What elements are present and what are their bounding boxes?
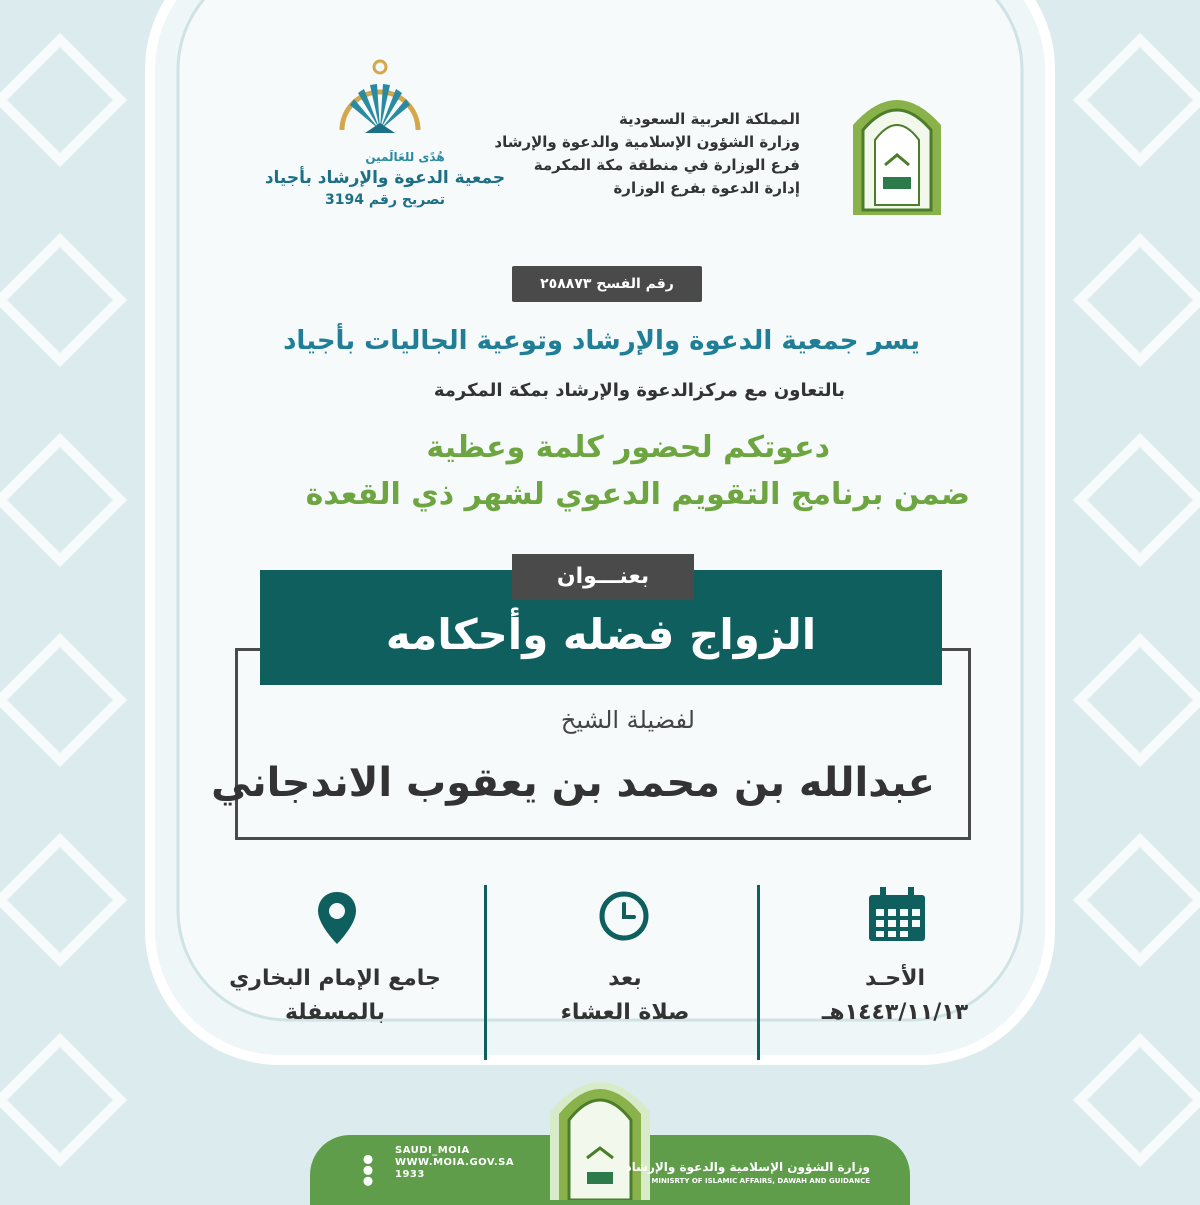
- sheikh-name: عبدالله بن محمد بن يعقوب الاندجاني: [211, 760, 935, 806]
- social-icons: [358, 1152, 378, 1196]
- intro-program: ضمن برنامج التقويم الدعوي لشهر ذي القعدة: [305, 477, 970, 512]
- location-line2: بالمسفلة: [284, 1000, 386, 1025]
- sheikh-label: لفضيلة الشيخ: [560, 706, 695, 734]
- association-logo: [330, 55, 430, 150]
- association-name: جمعية الدعوة والإرشاد بأجياد: [264, 168, 506, 188]
- gov-line-branch: فرع الوزارة في منطقة مكة المكرمة: [533, 156, 800, 174]
- lecture-title-tag: بعنـــوان: [512, 554, 694, 600]
- gov-line-ministry: وزارة الشؤون الإسلامية والدعوة والإرشاد: [494, 133, 800, 151]
- time-info: [500, 962, 750, 1030]
- ministry-logo: [843, 85, 951, 215]
- time-line1: بعد: [608, 966, 642, 991]
- footer-handle: SAUDI_MOIA: [395, 1145, 470, 1156]
- details-separator-right: [757, 885, 760, 1060]
- details-separator-left: [484, 885, 487, 1060]
- association-block: [240, 150, 530, 208]
- government-header: [494, 108, 800, 200]
- footer-ministry-en: MINISRTY OF ISLAMIC AFFAIRS, DAWAH AND GUIDANCE: [651, 1177, 870, 1185]
- intro-cooperation: بالتعاون مع مركزالدعوة والإرشاد بمكة المكرمة: [433, 380, 845, 401]
- gov-line-department: إدارة الدعوة بفرع الوزارة: [613, 179, 800, 197]
- gov-line-country: المملكة العربية السعودية: [618, 110, 800, 128]
- footer-contact: [395, 1145, 514, 1181]
- footer-ministry-logo: [545, 1062, 655, 1200]
- association-logo-text: هُدًى للعَالَمين: [365, 150, 445, 164]
- location-info: [210, 962, 460, 1030]
- footer-ministry-ar: وزارة الشؤون الإسلامية والدعوة والإرشاد: [625, 1160, 870, 1174]
- lecture-title: الزواج فضله وأحكامه: [385, 610, 817, 659]
- calendar-icon: [866, 885, 928, 945]
- date-line2: ١٤٤٣/١١/١٣هـ: [821, 1000, 969, 1025]
- footer-year: 1933: [395, 1169, 425, 1180]
- footer-website: WWW.MOIA.GOV.SA: [395, 1157, 515, 1168]
- clock-icon: [598, 890, 650, 942]
- association-permit: تصريح رقم 3194: [324, 192, 446, 208]
- permit-number-badge: رقم الفسح ٢٥٨٨٧٣: [512, 266, 702, 302]
- intro-organizer: يسر جمعية الدعوة والإرشاد وتوعية الجاليات بأجياد: [283, 326, 920, 356]
- date-info: [770, 962, 1020, 1030]
- location-line1: جامع الإمام البخاري: [229, 966, 441, 991]
- intro-invitation: دعوتكم لحضور كلمة وعظية: [426, 430, 830, 465]
- location-pin-icon: [315, 890, 359, 946]
- date-line1: الأحـد: [864, 966, 925, 991]
- time-line2: صلاة العشاء: [560, 1000, 690, 1025]
